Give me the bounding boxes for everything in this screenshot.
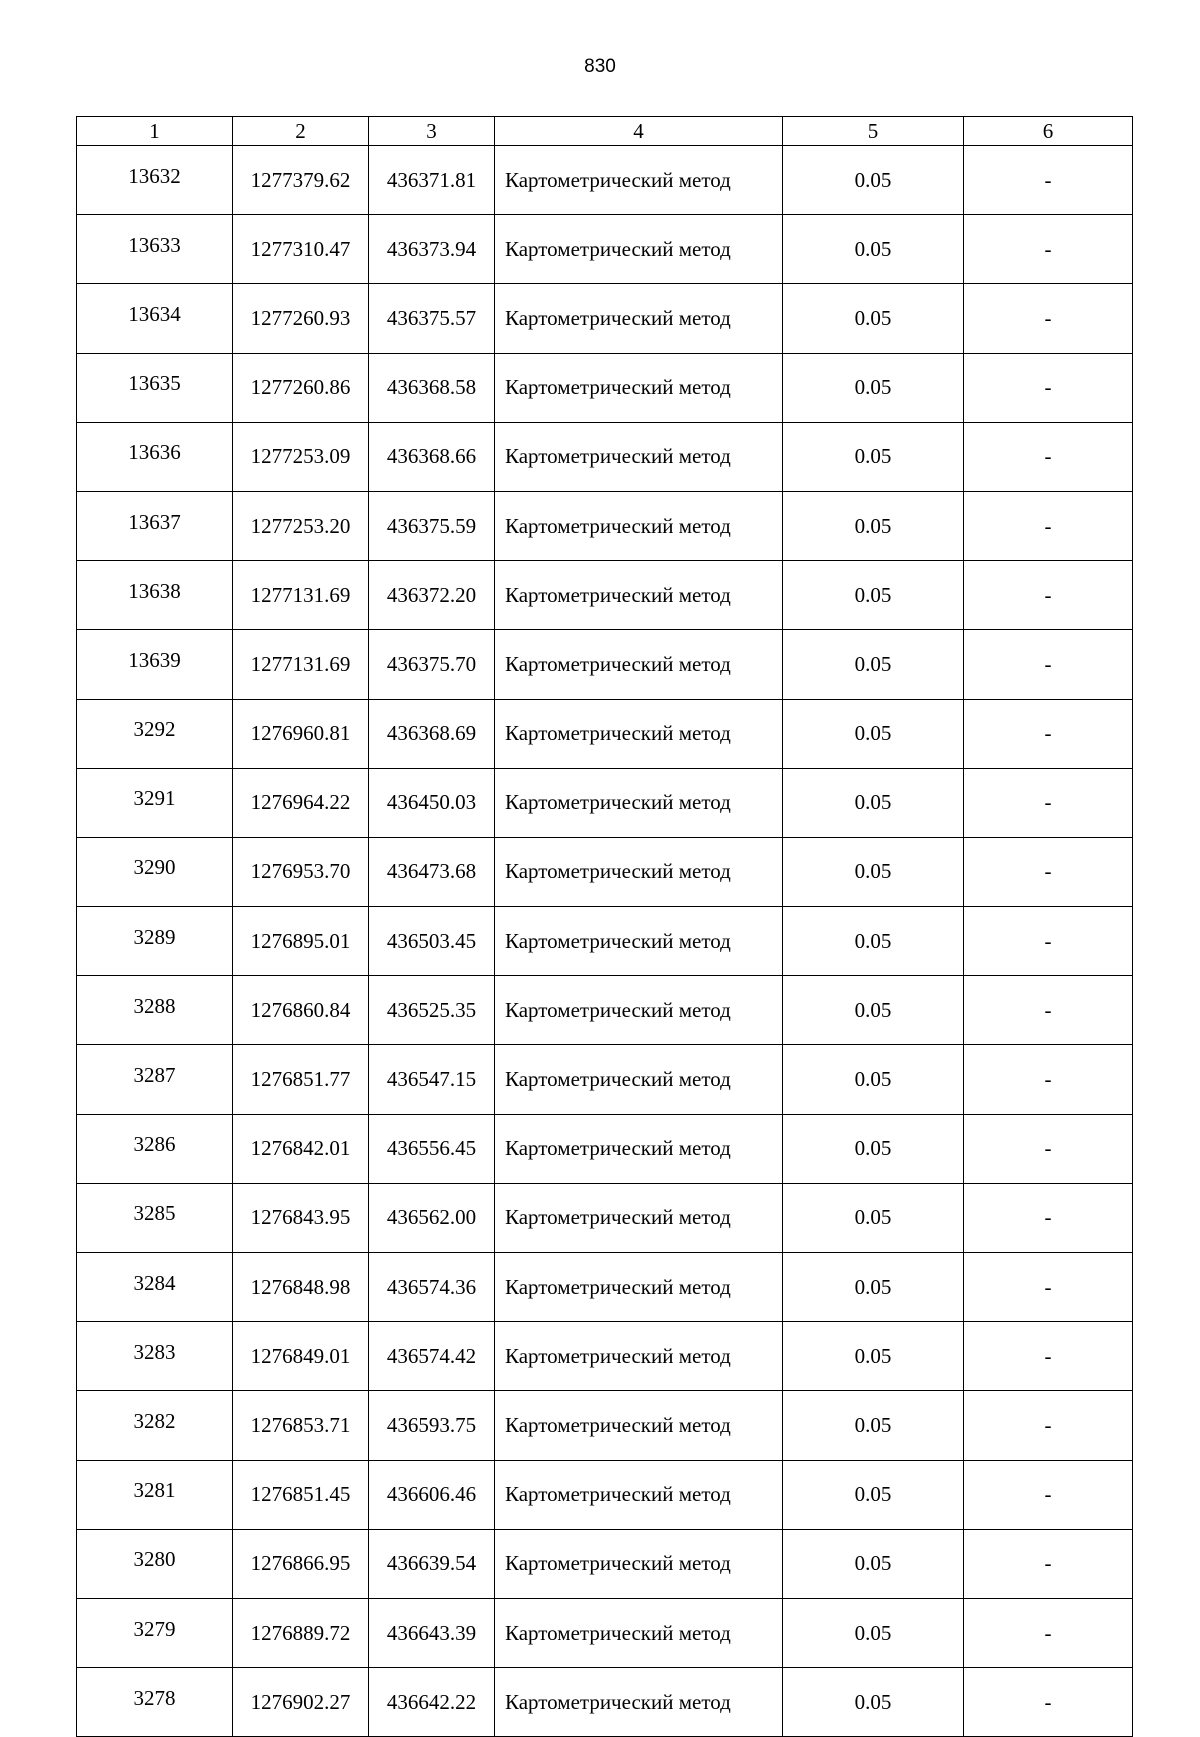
x-coordinate-cell: 1276843.95: [233, 1183, 369, 1252]
point-number-cell: 13637: [77, 491, 233, 560]
y-coordinate-cell: 436574.42: [369, 1322, 495, 1391]
method-cell: Картометрический метод: [495, 630, 783, 699]
x-coordinate-cell: 1277253.09: [233, 422, 369, 491]
y-coordinate-cell: 436556.45: [369, 1114, 495, 1183]
x-coordinate-cell: 1276849.01: [233, 1322, 369, 1391]
point-number-cell: 3285: [77, 1183, 233, 1252]
accuracy-cell: 0.05: [783, 1668, 964, 1737]
table-row: [77, 146, 1133, 215]
table-row: [77, 907, 1133, 976]
method-cell: Картометрический метод: [495, 1045, 783, 1114]
y-coordinate-cell: 436375.59: [369, 491, 495, 560]
note-cell: -: [964, 630, 1133, 699]
y-coordinate-cell: 436593.75: [369, 1391, 495, 1460]
point-number-cell: 13636: [77, 422, 233, 491]
note-cell: -: [964, 907, 1133, 976]
point-number-cell: 3278: [77, 1668, 233, 1737]
accuracy-cell: 0.05: [783, 1045, 964, 1114]
x-coordinate-cell: 1277131.69: [233, 630, 369, 699]
note-cell: -: [964, 1183, 1133, 1252]
accuracy-cell: 0.05: [783, 215, 964, 284]
table-row: [77, 422, 1133, 491]
x-coordinate-cell: 1276848.98: [233, 1253, 369, 1322]
table-row: [77, 1598, 1133, 1667]
y-coordinate-cell: 436373.94: [369, 215, 495, 284]
accuracy-cell: 0.05: [783, 1114, 964, 1183]
point-number-cell: 3279: [77, 1598, 233, 1667]
method-cell: Картометрический метод: [495, 699, 783, 768]
y-coordinate-cell: 436473.68: [369, 837, 495, 906]
method-cell: Картометрический метод: [495, 284, 783, 353]
note-cell: -: [964, 1391, 1133, 1460]
column-header: 3: [369, 117, 495, 146]
table-row: [77, 1183, 1133, 1252]
method-cell: Картометрический метод: [495, 907, 783, 976]
table-row: [77, 1668, 1133, 1737]
x-coordinate-cell: 1277310.47: [233, 215, 369, 284]
method-cell: Картометрический метод: [495, 491, 783, 560]
point-number-cell: 3288: [77, 976, 233, 1045]
note-cell: -: [964, 284, 1133, 353]
note-cell: -: [964, 422, 1133, 491]
point-number-cell: 13638: [77, 561, 233, 630]
table-row: [77, 1460, 1133, 1529]
x-coordinate-cell: 1276902.27: [233, 1668, 369, 1737]
accuracy-cell: 0.05: [783, 837, 964, 906]
note-cell: -: [964, 215, 1133, 284]
method-cell: Картометрический метод: [495, 837, 783, 906]
note-cell: -: [964, 491, 1133, 560]
y-coordinate-cell: 436606.46: [369, 1460, 495, 1529]
method-cell: Картометрический метод: [495, 768, 783, 837]
x-coordinate-cell: 1277131.69: [233, 561, 369, 630]
accuracy-cell: 0.05: [783, 768, 964, 837]
y-coordinate-cell: 436368.66: [369, 422, 495, 491]
method-cell: Картометрический метод: [495, 1183, 783, 1252]
point-number-cell: 3289: [77, 907, 233, 976]
x-coordinate-cell: 1276895.01: [233, 907, 369, 976]
method-cell: Картометрический метод: [495, 1253, 783, 1322]
accuracy-cell: 0.05: [783, 1183, 964, 1252]
point-number-cell: 13639: [77, 630, 233, 699]
y-coordinate-cell: 436643.39: [369, 1598, 495, 1667]
y-coordinate-cell: 436372.20: [369, 561, 495, 630]
x-coordinate-cell: 1276960.81: [233, 699, 369, 768]
x-coordinate-cell: 1277253.20: [233, 491, 369, 560]
point-number-cell: 3292: [77, 699, 233, 768]
method-cell: Картометрический метод: [495, 561, 783, 630]
point-number-cell: 3290: [77, 837, 233, 906]
table-row: [77, 1322, 1133, 1391]
x-coordinate-cell: 1276860.84: [233, 976, 369, 1045]
note-cell: -: [964, 1598, 1133, 1667]
x-coordinate-cell: 1277260.93: [233, 284, 369, 353]
note-cell: -: [964, 353, 1133, 422]
point-number-cell: 13635: [77, 353, 233, 422]
accuracy-cell: 0.05: [783, 1529, 964, 1598]
note-cell: -: [964, 561, 1133, 630]
point-number-cell: 3287: [77, 1045, 233, 1114]
column-header: 6: [964, 117, 1133, 146]
note-cell: -: [964, 1253, 1133, 1322]
method-cell: Картометрический метод: [495, 146, 783, 215]
note-cell: -: [964, 837, 1133, 906]
method-cell: Картометрический метод: [495, 976, 783, 1045]
page-number: 830: [584, 56, 616, 77]
x-coordinate-cell: 1276842.01: [233, 1114, 369, 1183]
method-cell: Картометрический метод: [495, 1529, 783, 1598]
table-row: [77, 561, 1133, 630]
table-row: [77, 699, 1133, 768]
method-cell: Картометрический метод: [495, 353, 783, 422]
x-coordinate-cell: 1277260.86: [233, 353, 369, 422]
accuracy-cell: 0.05: [783, 907, 964, 976]
y-coordinate-cell: 436503.45: [369, 907, 495, 976]
x-coordinate-cell: 1277379.62: [233, 146, 369, 215]
y-coordinate-cell: 436368.69: [369, 699, 495, 768]
table-row: [77, 630, 1133, 699]
note-cell: -: [964, 699, 1133, 768]
point-number-cell: 3282: [77, 1391, 233, 1460]
accuracy-cell: 0.05: [783, 561, 964, 630]
y-coordinate-cell: 436642.22: [369, 1668, 495, 1737]
accuracy-cell: 0.05: [783, 1460, 964, 1529]
y-coordinate-cell: 436574.36: [369, 1253, 495, 1322]
accuracy-cell: 0.05: [783, 1598, 964, 1667]
accuracy-cell: 0.05: [783, 1322, 964, 1391]
method-cell: Картометрический метод: [495, 1322, 783, 1391]
accuracy-cell: 0.05: [783, 699, 964, 768]
y-coordinate-cell: 436639.54: [369, 1529, 495, 1598]
table-row: [77, 1253, 1133, 1322]
x-coordinate-cell: 1276953.70: [233, 837, 369, 906]
y-coordinate-cell: 436562.00: [369, 1183, 495, 1252]
point-number-cell: 3283: [77, 1322, 233, 1391]
table-row: [77, 1529, 1133, 1598]
x-coordinate-cell: 1276853.71: [233, 1391, 369, 1460]
x-coordinate-cell: 1276866.95: [233, 1529, 369, 1598]
accuracy-cell: 0.05: [783, 422, 964, 491]
x-coordinate-cell: 1276851.77: [233, 1045, 369, 1114]
y-coordinate-cell: 436547.15: [369, 1045, 495, 1114]
point-number-cell: 3281: [77, 1460, 233, 1529]
accuracy-cell: 0.05: [783, 146, 964, 215]
note-cell: -: [964, 1045, 1133, 1114]
point-number-cell: 3291: [77, 768, 233, 837]
point-number-cell: 3280: [77, 1529, 233, 1598]
point-number-cell: 3286: [77, 1114, 233, 1183]
method-cell: Картометрический метод: [495, 1114, 783, 1183]
table-row: [77, 837, 1133, 906]
table-row: [77, 768, 1133, 837]
table-row: [77, 284, 1133, 353]
y-coordinate-cell: 436375.57: [369, 284, 495, 353]
table-row: [77, 215, 1133, 284]
method-cell: Картометрический метод: [495, 215, 783, 284]
accuracy-cell: 0.05: [783, 976, 964, 1045]
y-coordinate-cell: 436525.35: [369, 976, 495, 1045]
table-header: [77, 117, 1133, 146]
header-row: [77, 117, 1133, 146]
note-cell: -: [964, 1114, 1133, 1183]
note-cell: -: [964, 976, 1133, 1045]
x-coordinate-cell: 1276889.72: [233, 1598, 369, 1667]
accuracy-cell: 0.05: [783, 1391, 964, 1460]
x-coordinate-cell: 1276851.45: [233, 1460, 369, 1529]
table-row: [77, 491, 1133, 560]
note-cell: -: [964, 1322, 1133, 1391]
method-cell: Картометрический метод: [495, 422, 783, 491]
accuracy-cell: 0.05: [783, 491, 964, 560]
table-row: [77, 976, 1133, 1045]
table-row: [77, 1045, 1133, 1114]
method-cell: Картометрический метод: [495, 1460, 783, 1529]
y-coordinate-cell: 436368.58: [369, 353, 495, 422]
y-coordinate-cell: 436375.70: [369, 630, 495, 699]
table-row: [77, 353, 1133, 422]
coordinates-table: [76, 116, 1133, 1737]
point-number-cell: 13633: [77, 215, 233, 284]
method-cell: Картометрический метод: [495, 1668, 783, 1737]
x-coordinate-cell: 1276964.22: [233, 768, 369, 837]
column-header: 1: [77, 117, 233, 146]
accuracy-cell: 0.05: [783, 1253, 964, 1322]
point-number-cell: 13634: [77, 284, 233, 353]
y-coordinate-cell: 436371.81: [369, 146, 495, 215]
y-coordinate-cell: 436450.03: [369, 768, 495, 837]
accuracy-cell: 0.05: [783, 284, 964, 353]
column-header: 4: [495, 117, 783, 146]
note-cell: -: [964, 1529, 1133, 1598]
table-body: [77, 146, 1133, 1737]
method-cell: Картометрический метод: [495, 1598, 783, 1667]
accuracy-cell: 0.05: [783, 630, 964, 699]
table-row: [77, 1114, 1133, 1183]
point-number-cell: 3284: [77, 1253, 233, 1322]
method-cell: Картометрический метод: [495, 1391, 783, 1460]
column-header: 2: [233, 117, 369, 146]
column-header: 5: [783, 117, 964, 146]
note-cell: -: [964, 1460, 1133, 1529]
note-cell: -: [964, 1668, 1133, 1737]
note-cell: -: [964, 146, 1133, 215]
table-row: [77, 1391, 1133, 1460]
point-number-cell: 13632: [77, 146, 233, 215]
note-cell: -: [964, 768, 1133, 837]
accuracy-cell: 0.05: [783, 353, 964, 422]
